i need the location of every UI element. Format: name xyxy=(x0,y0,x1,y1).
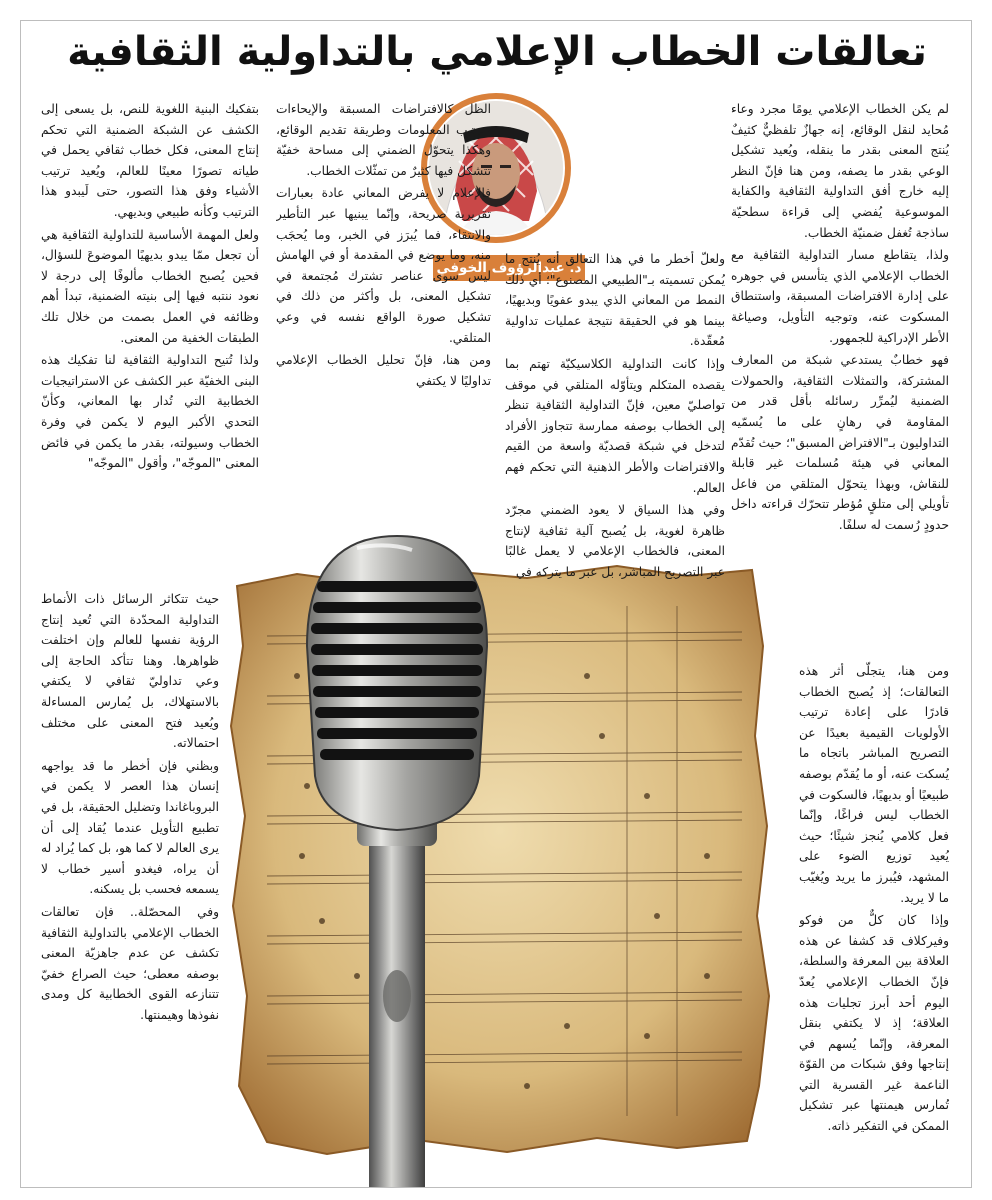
paragraph: ولعل المهمة الأساسية للتداولية الثقافية هي أن تجعل ممّا يبدو بديهيًا الموضوعَ للسؤال، فحين يُصبح الخطاب مألوفًا إلى درجة لا نعود ننتبه فيها إلى بنيته الضمنية، تبدأ أهم وظائفه في العمل بصمت من خلال تلك الطبقات الخفية من المعنى. xyxy=(41,227,259,345)
article-column-2 xyxy=(505,99,725,584)
article-headline: تعالقات الخطاب الإعلامي بالتداولية الثقافية xyxy=(67,29,927,75)
paragraph: لم يكن الخطاب الإعلامي يومًا مجرد وعاء مُحايد لنقل الوقائع، إنه جهازٌ تلفظيٌّ كثيفٌ يُنتج المعنى بقدر ما ينقله، ويُعيد تشكيل الوعي بقدر ما يصفه، ومن هنا فإنّ النظر إليه خارج أفق التداولية الثقافية والكفاية الموسوعية يُفضي إلى قراءة سطحيّة ساذجة تُغفل ضمنيّة الخطاب. xyxy=(731,102,949,240)
newspaper-page xyxy=(20,20,972,1188)
paragraph: فهو خطابٌ يستدعي شبكة من المعارف المشتركة، والتمثلات الثقافية، والحمولات الضمنية ليُمرِّر رسائله بأقل قدر من المقاومة في رهانٍ على ما يُسمّيه التداوليون بـ"الافتراض المسبق"؛ حيث تُقدّم المعاني في هيئة مُسلمات غير قابلة للنقاش، وبهذا يتحوّل المتلقي من فاعل تأويلي إلى متلقٍ مُؤطر تتحرّك قراءته داخل حدودٍ رُسمت له سلفًا. xyxy=(731,353,949,532)
paragraph: ومن هنا، يتجلّى أثر هذه التعالقات؛ إذ يُصبح الخطاب قادرًا على إعادة ترتيب الأولويات القيمية بعيدًا عن التصريح المباشر باتجاه ما يُسكت عنه، أو ما يُقدّم بوصفه طبيعيًا أو بديهيًا، فالسكوت في الخطاب ليس فراغًا، وإنّما فعل كلامي يُنجز شيئًا؛ حيث يُعيد توزيع الضوء على المشهد، فيُبرز ما يريد ويُغيّب ما لا يريد. xyxy=(799,664,949,905)
article-column-4-lower xyxy=(41,589,219,1184)
paragraph: وبظني فإن أخطر ما قد يواجهه إنسان هذا العصر لا يكمن في البروباغاندا وتضليل الحقيقة، بل في تطبيع التأويل عندما يُقاد إلى أن يرى العالم لا كما هو، بل كما يُراد له أن يراه، فيغدو أسير خطاب لا يسمعه فحسب بل يسكنه. xyxy=(41,758,219,897)
article-column-1-lower xyxy=(799,661,949,1181)
paragraph: فالإعلام لا يفرض المعاني عادة بعبارات تقريرية صريحة، وإنّما يبنيها عبر التأطير والانتقاء، فما يُبرَز في الخبر، وما يُحجَب منه، وما يوضع في المقدمة أو في الهامش ليس سوى عناصر تشترك مُجتمعة في تشكيل المعنى، بل وأكثر من ذلك في تشكيل صورة الواقع نفسه في وعي المتلقي. xyxy=(276,186,491,345)
paragraph: وإذا كانت التداولية الكلاسيكيّة تهتم بما يقصده المتكلم ويتأوّله المتلقي في موقف تواصليّ معين، فإنّ التداولية الثقافية تنظر إلى الخطاب بوصفه ممارسة تتجاوز الأفراد لتدخل في شبكة قصديّة واسعة من القيم والافتراضات والأطر الذهنية التي تحكم فهم العالم. xyxy=(505,356,725,495)
paragraph: وإذا كان كلٌّ من فوكو وفيركلاف قد كشفا عن هذه العلاقة بين المعرفة والسلطة، فإنّ الخطاب الإعلامي يُعدّ اليوم أحد أبرز تجليات هذه العلاقة؛ إذ لا يكتفي بنقل المعرفة، وإنّما يُسهم في إنتاجها وفق شبكات من القوّة الناعمة غير القسرية التي تُمارس هيمنتها عبر تشكيل الممكن في التفكير ذاته. xyxy=(799,913,949,1134)
article-column-3 xyxy=(276,99,491,519)
microphone-sheet-illustration xyxy=(207,526,781,1188)
paragraph: ولذا تُتيح التداولية الثقافية لنا تفكيك هذه البنى الخفيّة عبر الكشف عن الاستراتيجيات الخطابية التي تُدار بها المعاني، وكأنّ التحدي الأكبر اليوم لا يكمن في وفرة الخطاب وسيولته، بقدر ما يكمن في فائض المعنى "الموجّه"، وأقول "الموجّه" xyxy=(41,353,259,471)
article-column-4 xyxy=(41,99,259,587)
author-name-label: د. عبدالرؤوف الخوفي xyxy=(433,255,585,281)
paragraph: ومن هنا، فإنّ تحليل الخطاب الإعلامي تداوليًا لا يكتفي xyxy=(276,353,491,388)
paragraph: وفي المحصّلة.. فإن تعالقات الخطاب الإعلامي بالتداولية الثقافية تكشف عن عدم جاهزيّة المعنى بوصفه معطى؛ حيث الصراع خفيّ تتنازعه القوى الخطابية كل ومدى نفوذها وهيمنتها. xyxy=(41,904,219,1022)
paragraph: ولذا، يتقاطع مسار التداولية الثقافية مع الخطاب الإعلامي الذي يتأسس في جوهره على إدارة الافتراضات المسبقة، واستنطاق المسكوت عنه، وتوجيه التأويل، وصياغة الأطر الإدراكية للجمهور. xyxy=(731,248,949,345)
microphone-head xyxy=(307,536,487,830)
paragraph: ولعلّ أخطر ما في هذا التعالق أنه يُنتج ما يُمكن تسميته بـ"الطبيعي المصنوع"؛ أي ذلك النمط من المعاني الذي يبدو عفويًا وبديهيًا، بينما هو في الحقيقة نتيجة عمليات تداولية مُعقّدة. xyxy=(505,252,725,349)
paragraph: حيث تتكاثر الرسائل ذات الأنماط التداولية المحدّدة التي تُعيد إنتاج الرؤية نفسها للعالم وإن اختلفت ظواهرها. وهنا تتأكد الحاجة إلى وعي تداوليّ ثقافي لا يكتفي بالاستهلاك، بل يُمارس المساءلة ويُعيد فتح المعنى على مختلف احتمالاته. xyxy=(41,592,219,751)
article-column-1 xyxy=(731,99,949,659)
paragraph: الظل كالافتراضات المسبقة والإيحاءات وترتيب المعلومات وطريقة تقديم الوقائع، وهكذا يتحوّل الضمني إلى مساحة خفيّة تتشكل فيها كثيرٌ من تمثّلات الخطاب. xyxy=(276,102,491,178)
paragraph: بتفكيك البنية اللغوية للنص، بل يسعى إلى الكشف عن الشبكة الضمنية التي تحكم إنتاج المعنى، فكل خطاب ثقافي يحمل في طياته تصورًا معينًا للعالم، ويُعيد ترتيب الأشياء وفق هذا التصور، حتى لَيبدو هذا الترتيب وكأنه طبيعي وبديهي. xyxy=(41,102,259,219)
paragraph: وفي هذا السياق لا يعود الضمني مجرّد ظاهرة لغوية، بل يُصبح آلية ثقافية لإنتاج المعنى، فالخطاب الإعلامي لا يعمل غالبًا عبر التصريح المباشر، بل عبر ما يتركه في xyxy=(505,503,725,579)
